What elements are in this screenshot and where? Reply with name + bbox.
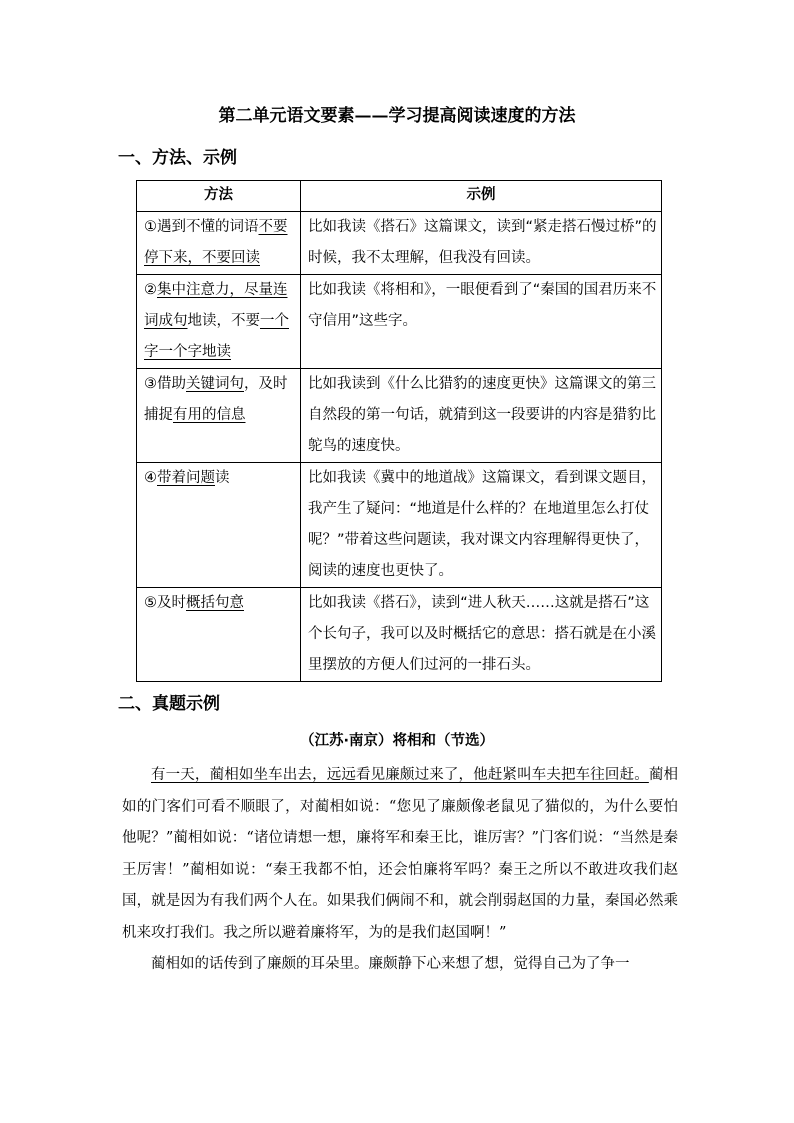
method-text: ①遇到不懂的词语: [144, 219, 259, 235]
method-cell: [137, 275, 301, 369]
method-text: ⑤及时: [144, 595, 186, 611]
passage-text: 蔺相如的门客们可看不顺眼了，对蔺相如说：“您见了廉颇像老鼠见了猫似的，为什么要怕他呢？”蔺相如说：“诸位请想一想，廉将军和秦王比，谁厉害？”门客们说：“当然是秦王厉害！”蔺相如说：“秦王我都不怕，还会怕廉将军吗？秦王之所以不敢进攻我们赵国，就是因为有我们两个人在。如果我们俩闹不和，就会削弱赵国的力量，秦国必然乘机来攻打我们。我之所以避着廉将军，为的是我们赵国啊！”: [122, 767, 679, 941]
page-title: 第二单元语文要素——学习提高阅读速度的方法: [218, 106, 576, 126]
method-key-phrase: 概括句意: [186, 595, 244, 611]
method-text: 地读，不要: [187, 313, 260, 329]
method-cell: [137, 212, 301, 275]
section-heading-methods: 一、方法、示例: [118, 148, 237, 168]
passage-source-title: （江苏·南京）将相和（节选）: [299, 733, 494, 749]
table-header-row: [137, 181, 662, 212]
passage-body: [122, 760, 678, 981]
example-cell: 比如我读《将相和》，一眼便看到了“秦国的国君历来不守信用”这些字。: [301, 275, 662, 369]
column-header-example: 示例: [301, 181, 662, 212]
method-key-phrase: 不要停下来，不要回读: [144, 219, 288, 266]
method-text: 读: [215, 470, 230, 486]
method-key-phrase: 有用的信息: [173, 407, 246, 423]
table-row: [137, 588, 662, 682]
passage-underlined-sentence: 有一天，蔺相如坐车出去，远远看见廉颇过来了，他赶紧叫车夫把车往回赶。: [151, 767, 649, 783]
method-key-phrase: 一个字一个字地读: [144, 313, 289, 360]
method-cell: [137, 369, 301, 463]
method-text: ④: [144, 470, 157, 486]
methods-table: [136, 180, 662, 682]
method-text: ③借助: [144, 376, 186, 392]
table-row: [137, 212, 662, 275]
example-cell: 比如我读《冀中的地道战》这篇课文，看到课文题目，我产生了疑问：“地道是什么样的？在地道里怎么打仗呢？”带着这些问题读，我对课文内容理解得更快了，阅读的速度也更快了。: [301, 463, 662, 588]
method-key-phrase: 关键词句: [186, 376, 244, 392]
passage-paragraph: [122, 760, 678, 949]
method-key-phrase: 带着问题: [157, 470, 215, 486]
section-heading-exam-example: 二、真题示例: [118, 694, 220, 714]
passage-paragraph: 蔺相如的话传到了廉颇的耳朵里。廉颇静下心来想了想，觉得自己为了争一: [151, 956, 630, 972]
method-cell: [137, 588, 301, 682]
example-cell: 比如我读《搭石》，读到“进人秋天……这就是搭石”这个长句子，我可以及时概括它的意思：搭石就是在小溪里摆放的方便人们过河的一排石头。: [301, 588, 662, 682]
table-row: [137, 463, 662, 588]
table-row: [137, 369, 662, 463]
example-cell: 比如我读《搭石》这篇课文，读到“紧走搭石慢过桥”的时候，我不太理解，但我没有回读。: [301, 212, 662, 275]
example-cell: 比如我读到《什么比猎豹的速度更快》这篇课文的第三自然段的第一句话，就猜到这一段要讲的内容是猎豹比鸵鸟的速度快。: [301, 369, 662, 463]
method-key-phrase: 集中注意力，尽量连词成句: [144, 282, 288, 329]
table-row: [137, 275, 662, 369]
method-cell: [137, 463, 301, 588]
method-text: ，及时捕捉: [144, 376, 288, 423]
column-header-method: 方法: [137, 181, 301, 212]
method-text: ②: [144, 282, 157, 298]
